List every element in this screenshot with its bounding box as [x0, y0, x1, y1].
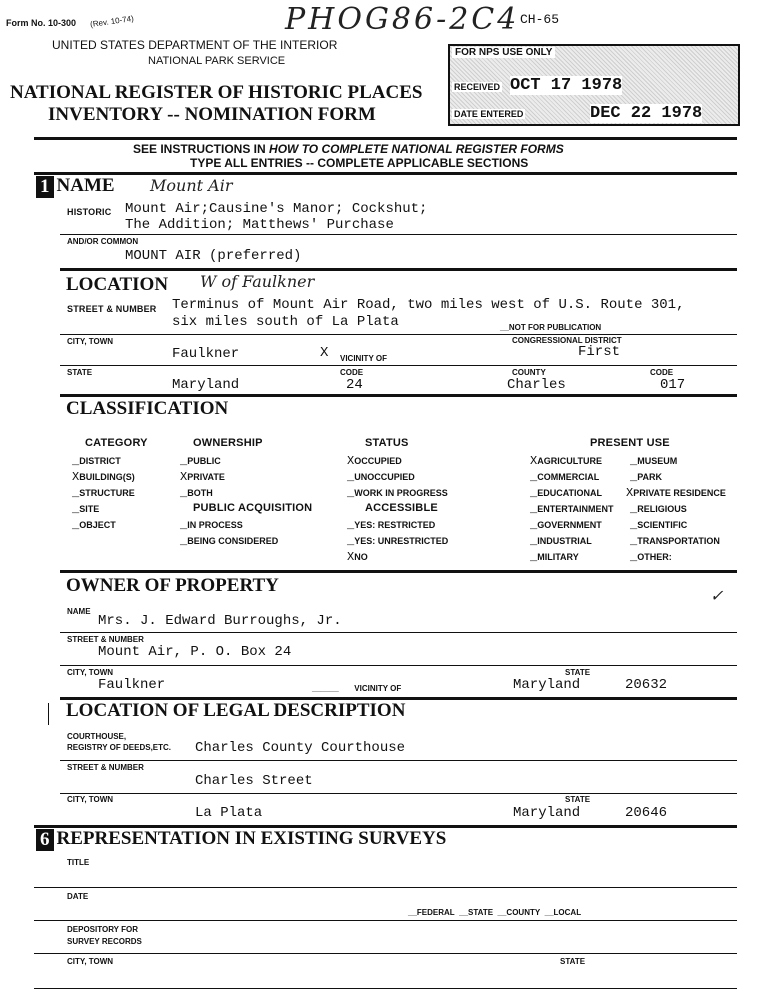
received-label: RECEIVED: [454, 82, 501, 92]
owner-checkmark: ✓: [710, 586, 724, 605]
divider: [34, 988, 737, 989]
legal-zip-value: 20646: [625, 805, 668, 821]
depository-label-line2: SURVEY RECORDS: [67, 937, 142, 946]
ownership-public: _PUBLIC: [180, 454, 221, 468]
department-name: UNITED STATES DEPARTMENT OF THE INTERIOR: [52, 38, 338, 52]
vicinity-label: VICINITY OF: [340, 354, 387, 363]
section-owner-heading: OWNER OF PROPERTY: [66, 575, 279, 596]
divider: [34, 887, 737, 888]
use-other: _OTHER:: [630, 550, 672, 564]
photo-reference-handwritten: PHOG86-2C4: [285, 2, 520, 37]
survey-title-label: TITLE: [67, 858, 90, 867]
date-entered-stamp: DEC 22 1978: [590, 104, 703, 123]
status-heading: STATUS: [365, 437, 409, 449]
use-scientific: _SCIENTIFIC: [630, 518, 688, 532]
divider: [60, 570, 737, 573]
divider: [34, 172, 737, 175]
courthouse-value: Charles County Courthouse: [195, 740, 406, 756]
ownership-both: _BOTH: [180, 486, 213, 500]
use-museum: _MUSEUM: [630, 454, 678, 468]
status-occupied: XOCCUPIED: [347, 454, 402, 468]
county-label: COUNTY: [512, 368, 546, 377]
form-revision: (Rev. 10-74): [89, 13, 135, 30]
survey-city-label: CITY, TOWN: [67, 957, 114, 966]
section-number-badge: 6: [36, 829, 54, 851]
acquisition-in-process: _IN PROCESS: [180, 518, 243, 532]
use-educational: _EDUCATIONAL: [530, 486, 603, 500]
category-object: _OBJECT: [72, 518, 116, 532]
legal-street-value: Charles Street: [195, 773, 313, 789]
instructions-prefix: SEE INSTRUCTIONS IN: [133, 142, 266, 156]
section-number-badge: 1: [36, 176, 54, 198]
owner-city-value: Faulkner: [98, 677, 166, 693]
instructions-line1: [133, 142, 564, 156]
date-entered-label: DATE ENTERED: [454, 109, 524, 119]
owner-state-label: STATE: [565, 668, 591, 677]
use-religious: _RELIGIOUS: [630, 502, 687, 516]
service-name: NATIONAL PARK SERVICE: [148, 55, 286, 67]
name-handwritten: Mount Air: [150, 176, 233, 195]
form-title-line1: NATIONAL REGISTER OF HISTORIC PLACES: [10, 82, 423, 103]
courthouse-label-line1: COURTHOUSE,: [67, 732, 127, 741]
courthouse-label-line2: REGISTRY OF DEEDS,ETC.: [67, 743, 172, 752]
nps-use-only-box: [448, 44, 740, 126]
owner-name-value: Mrs. J. Edward Burroughs, Jr.: [98, 613, 342, 629]
divider: [34, 953, 737, 954]
survey-level-options: __FEDERAL __STATE __COUNTY __LOCAL: [408, 908, 582, 917]
street-number-label: STREET & NUMBER: [67, 304, 157, 314]
divider: [60, 268, 737, 271]
owner-state-value: Maryland: [513, 677, 581, 693]
legal-street-label: STREET & NUMBER: [67, 763, 144, 772]
divider: [60, 334, 737, 335]
location-handwritten: W of Faulkner: [200, 272, 315, 291]
section-surveys-title: REPRESENTATION IN EXISTING SURVEYS: [56, 828, 447, 849]
divider: [60, 394, 737, 397]
accessible-restricted: _YES: RESTRICTED: [347, 518, 436, 532]
state-code-label: CODE: [340, 368, 364, 377]
use-military: _MILITARY: [530, 550, 579, 564]
not-for-publication-label: __NOT FOR PUBLICATION: [500, 323, 602, 332]
acquisition-being-considered: _BEING CONSIDERED: [180, 534, 279, 548]
location-state-value: Maryland: [172, 377, 240, 393]
section-legal-heading: LOCATION OF LEGAL DESCRIPTION: [66, 700, 406, 721]
use-government: _GOVERNMENT: [530, 518, 602, 532]
status-work-in-progress: _WORK IN PROGRESS: [347, 486, 448, 500]
divider: [34, 920, 737, 921]
county-site-code: CH-65: [520, 12, 560, 27]
survey-state-label: STATE: [560, 957, 586, 966]
status-unoccupied: _UNOCCUPIED: [347, 470, 415, 484]
divider: [60, 665, 737, 666]
owner-street-value: Mount Air, P. O. Box 24: [98, 644, 292, 660]
received-stamp: OCT 17 1978: [510, 76, 623, 95]
use-private-residence: XPRIVATE RESIDENCE: [626, 486, 726, 500]
category-heading: CATEGORY: [85, 437, 148, 449]
location-city-value: Faulkner: [172, 346, 240, 362]
owner-name-label: NAME: [67, 607, 91, 616]
section-name-title: NAME: [56, 175, 115, 196]
nps-box-heading: FOR NPS USE ONLY: [452, 47, 555, 58]
historic-label: HISTORIC: [67, 207, 112, 217]
use-entertainment: _ENTERTAINMENT: [530, 502, 614, 516]
divider: [60, 365, 737, 366]
owner-street-label: STREET & NUMBER: [67, 635, 144, 644]
divider: [34, 137, 737, 140]
section-classification-heading: CLASSIFICATION: [66, 398, 229, 419]
category-buildings: XBUILDING(S): [72, 470, 135, 484]
category-site: _SITE: [72, 502, 100, 516]
instructions-line2: TYPE ALL ENTRIES -- COMPLETE APPLICABLE SECTIONS: [190, 156, 529, 170]
public-acquisition-heading: PUBLIC ACQUISITION: [193, 502, 313, 514]
present-use-heading: PRESENT USE: [590, 437, 670, 449]
use-park: _PARK: [630, 470, 663, 484]
historic-name-line1: Mount Air;Causine's Manor; Cockshut;: [125, 201, 428, 217]
location-state-label: STATE: [67, 368, 93, 377]
location-city-label: CITY, TOWN: [67, 337, 114, 346]
ownership-heading: OWNERSHIP: [193, 437, 263, 449]
legal-city-label: CITY, TOWN: [67, 795, 114, 804]
divider: [60, 793, 737, 794]
legal-state-value: Maryland: [513, 805, 581, 821]
divider: [60, 234, 737, 235]
instructions-italic-title: HOW TO COMPLETE NATIONAL REGISTER FORMS: [269, 142, 564, 156]
county-code-label: CODE: [650, 368, 674, 377]
common-name-value: MOUNT AIR (preferred): [125, 248, 302, 264]
owner-city-label: CITY, TOWN: [67, 668, 114, 677]
location-street-line2: six miles south of La Plata: [172, 314, 399, 330]
use-commercial: _COMMERCIAL: [530, 470, 600, 484]
divider: [60, 632, 737, 633]
county-code-value: 017: [660, 377, 686, 393]
depository-label-line1: DEPOSITORY FOR: [67, 925, 138, 934]
congressional-district-label: CONGRESSIONAL DISTRICT: [512, 336, 622, 345]
legal-state-label: STATE: [565, 795, 591, 804]
owner-vicinity-label: ______ VICINITY OF: [312, 684, 402, 693]
legal-city-value: La Plata: [195, 805, 263, 821]
use-agriculture: XAGRICULTURE: [530, 454, 603, 468]
category-district: _DISTRICT: [72, 454, 121, 468]
county-value: Charles: [507, 377, 566, 393]
category-structure: _STRUCTURE: [72, 486, 135, 500]
owner-zip-value: 20632: [625, 677, 668, 693]
congressional-district-value: First: [578, 344, 621, 360]
accessible-unrestricted: _YES: UNRESTRICTED: [347, 534, 449, 548]
use-transportation: _TRANSPORTATION: [630, 534, 720, 548]
margin-mark: [48, 703, 49, 725]
vicinity-mark: X: [320, 345, 329, 361]
accessible-heading: ACCESSIBLE: [365, 502, 438, 514]
survey-date-label: DATE: [67, 892, 89, 901]
accessible-no: XNO: [347, 550, 368, 564]
section-location-heading: LOCATION: [66, 274, 169, 295]
historic-name-line2: The Addition; Matthews' Purchase: [125, 217, 394, 233]
location-street-line1: Terminus of Mount Air Road, two miles west of U.S. Route 301,: [172, 297, 685, 313]
state-code-value: 24: [346, 377, 363, 393]
ownership-private: XPRIVATE: [180, 470, 225, 484]
use-industrial: _INDUSTRIAL: [530, 534, 592, 548]
section-surveys-heading: [36, 828, 446, 851]
form-title-line2: INVENTORY -- NOMINATION FORM: [48, 104, 376, 125]
section-name-heading: [36, 175, 115, 198]
divider: [60, 760, 737, 761]
form-number: Form No. 10-300: [6, 18, 77, 28]
common-name-label: AND/OR COMMON: [67, 237, 139, 246]
